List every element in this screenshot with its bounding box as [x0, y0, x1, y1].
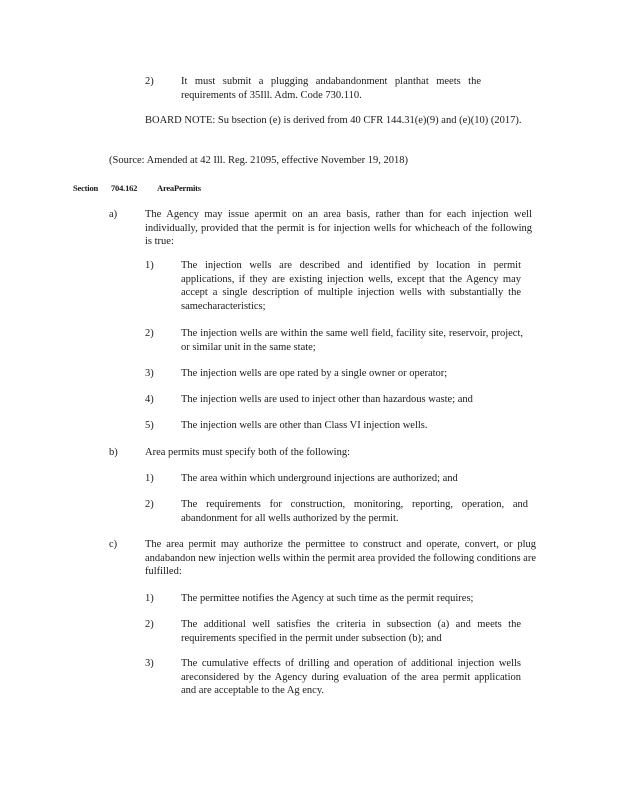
item-text: The injection wells are used to inject other than hazardous waste; and: [181, 394, 473, 405]
item-text: The injection wells are ope rated by a single owner or operator;: [181, 368, 448, 379]
item-text: The injection wells are within the same well field, facility site, reservoir, project, or similar unit in the same state;: [181, 328, 523, 353]
item-number: 2): [145, 499, 154, 510]
item-text: The requirements for construction, monitoring, reporting, operation, and abandonment for all wells authorized by the permit.: [181, 499, 528, 524]
item-text: The injection wells are described and identified by location in permit applications, if they are existing injection wells, except that the Agency may accept a single description of multiple injection wells with substantially the samecharacteristics;: [181, 260, 521, 312]
subsection-b-text: Area permits must specify both of the following:: [145, 447, 351, 458]
item-number: 2): [145, 328, 154, 339]
item-number: 3): [145, 658, 154, 669]
item-text: It must submit a plugging andabandonment planthat meets the requirements of 35Ill. Adm. Code 730.110.: [181, 76, 481, 101]
item-number: 2): [145, 76, 154, 87]
subsection-letter-a: a): [109, 209, 118, 220]
item-text: The area within which underground injections are authorized; and: [181, 473, 458, 484]
section-label: Section: [73, 183, 99, 193]
item-number: 1): [145, 593, 154, 604]
subsection-a-text: The Agency may issue apermit on an area basis, rather than for each injection well individually, provided that the permit is for injection wells for whicheach of the following is true:: [145, 209, 532, 248]
subsection-letter-c: c): [109, 539, 118, 550]
item-number: 3): [145, 368, 154, 379]
item-number: 4): [145, 394, 154, 405]
section-number: 704.162: [111, 183, 138, 193]
subsection-letter-b: b): [109, 447, 118, 458]
item-number: 1): [145, 260, 154, 271]
item-text: The injection wells are other than Class VI injection wells.: [181, 420, 428, 431]
board-note: BOARD NOTE: Su bsection (e) is derived from 40 CFR 144.31(e)(9) and (e)(10) (2017).: [145, 115, 522, 126]
item-number: 5): [145, 420, 154, 431]
source-note: (Source: Amended at 42 Ill. Reg. 21095, effective November 19, 2018): [109, 155, 408, 166]
subsection-c-text: The area permit may authorize the permittee to construct and operate, convert, or plug andabandon new injection wells within the permit area provided the following conditions are fulfilled:: [145, 539, 536, 578]
item-text: The permittee notifies the Agency at such time as the permit requires;: [181, 593, 474, 604]
section-title: AreaPermits: [157, 183, 201, 193]
item-number: 1): [145, 473, 154, 484]
item-number: 2): [145, 619, 154, 630]
item-text: The additional well satisfies the criteria in subsection (a) and meets the requirements specified in the permit under subsection (b); and: [181, 619, 521, 644]
item-text: The cumulative effects of drilling and operation of additional injection wells areconsidered by the Agency during evaluation of the area permit application and are acceptable to the Ag ency.: [181, 658, 521, 697]
